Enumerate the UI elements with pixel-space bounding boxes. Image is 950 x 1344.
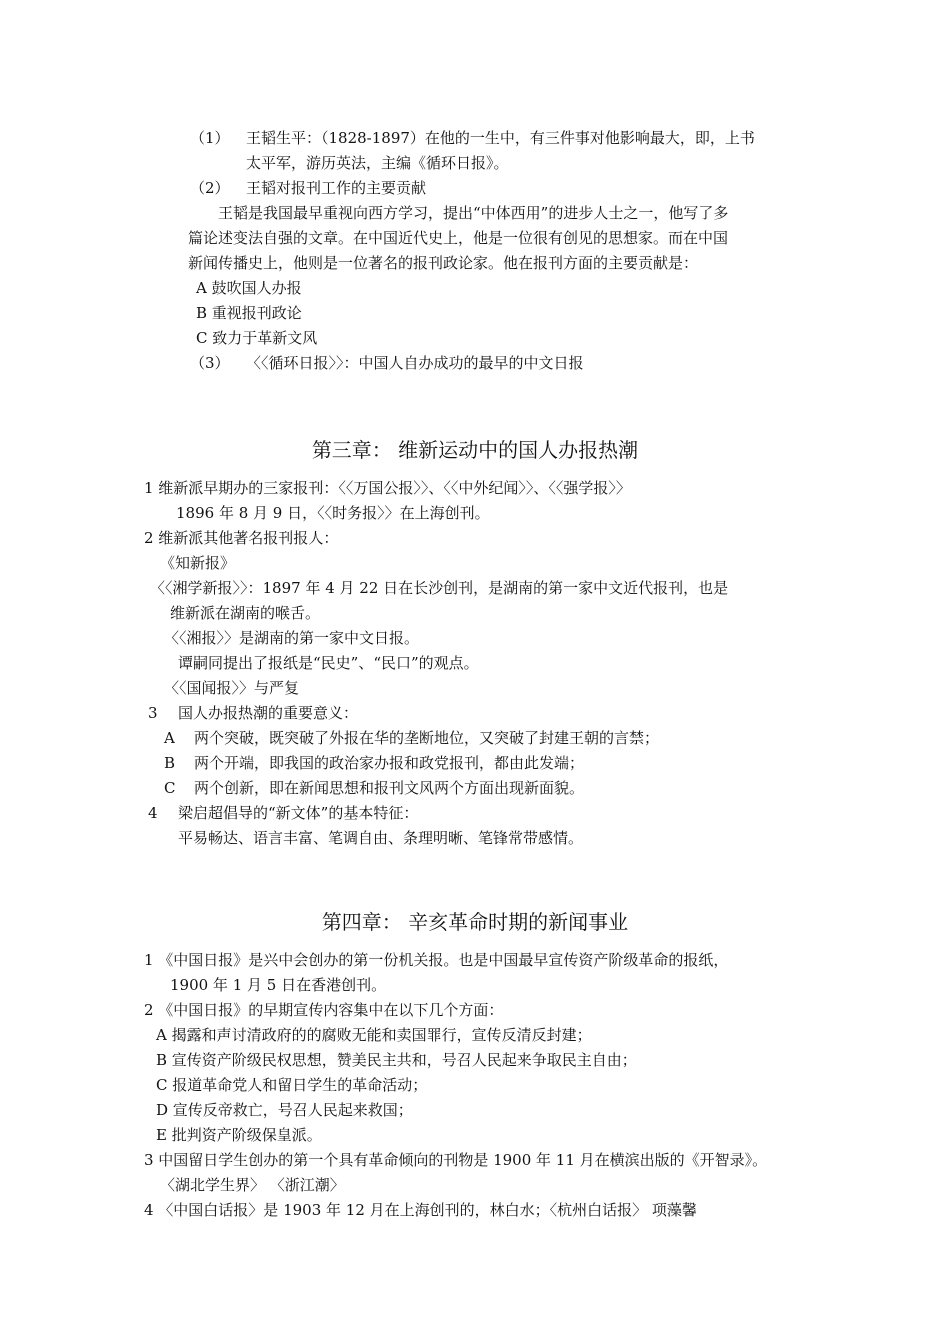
paragraph-line: 新闻传播史上，他则是一位著名的报刊政论家。他在报刊方面的主要贡献是： — [188, 254, 699, 272]
chapter-4-line-2: 2 《中国日报》的早期宣传内容集中在以下几个方面： — [144, 1001, 504, 1019]
chapter-3-line-4a: 平易畅达、语言丰富、笔调自由、条理明晰、笔锋常带感情。 — [178, 829, 584, 847]
chapter-3-line-3b: B 两个开端，即我国的政治家办报和政党报刊，都由此发端； — [164, 754, 585, 772]
list-number: （1） — [190, 129, 230, 147]
option-b: B 重视报刊政论 — [196, 304, 302, 322]
chapter-4-heading: 第四章： 辛亥革命时期的新闻事业 — [321, 910, 629, 934]
chapter-4-line-2b: B 宣传资产阶级民权思想，赞美民主共和，号召人民起来争取民主自由； — [156, 1051, 637, 1069]
chapter-3-line-3a: A 两个突破，既突破了外报在华的垄断地位，又突破了封建王朝的言禁； — [164, 729, 660, 747]
list-number: 4 — [148, 804, 158, 822]
paragraph-line: 王韬是我国最早重视向西方学习，提出“中体西用”的进步人士之一，他写了多 — [218, 204, 729, 222]
chapter-3-line-2b: 〈〈湘学新报〉〉：1897 年 4 月 22 日在长沙创刊，是湖南的第一家中文近代报刊，也是 — [150, 579, 729, 597]
chapter-4-line-4: 4 〈中国白话报〉是 1903 年 12 月在上海创刊的，林白水；〈杭州白话报〉 项藻馨 — [144, 1201, 697, 1219]
chapter-3-line-2a: 《知新报》 — [160, 554, 236, 572]
chapter-3-line-2c: 维新派在湖南的喉舌。 — [170, 604, 321, 622]
list-number: （2） — [190, 179, 230, 197]
list-letter: C — [164, 779, 176, 797]
paragraph-line: 篇论述变法自强的文章。在中国近代史上，他是一位很有创见的思想家。而在中国 — [188, 229, 729, 247]
chapter-4-line-1-continued: 1900 年 1 月 5 日在香港创刊。 — [170, 976, 387, 994]
option-a: A 鼓吹国人办报 — [196, 279, 302, 297]
list-number: （3） — [190, 354, 230, 372]
chapter-3-line-2e: 谭嗣同提出了报纸是“民史”、“民口”的观点。 — [178, 654, 479, 672]
chapter-3-line-1-continued: 1896 年 8 月 9 日，〈〈时务报〉〉在上海创刊。 — [176, 504, 490, 522]
chapter-3-line-4: 4 梁启超倡导的“新文体”的基本特征： — [148, 804, 419, 822]
chapter-3-line-1: 1 维新派早期办的三家报刊：〈〈万国公报〉〉、〈〈中外纪闻〉〉、〈〈强学报〉〉 — [144, 479, 631, 497]
chapter-4-line-2a: A 揭露和声讨清政府的的腐败无能和卖国罪行，宣传反清反封建； — [156, 1026, 592, 1044]
chapter-4-line-2d: D 宣传反帝救亡，号召人民起来救国； — [156, 1101, 413, 1119]
chapter-4-line-3: 3 中国留日学生创办的第一个具有革命倾向的刊物是 1900 年 11 月在横滨出版的《开智录》。 — [144, 1151, 768, 1169]
chapter-3-line-3: 3 国人办报热潮的重要意义： — [148, 704, 359, 722]
chapter-3-heading: 第三章： 维新运动中的国人办报热潮 — [311, 438, 639, 462]
chapter-4-line-2e: E 批判资产阶级保皇派。 — [156, 1126, 322, 1144]
chapter-3-line-3c: C 两个创新，即在新闻思想和报刊文风两个方面出现新面貌。 — [164, 779, 585, 797]
list-letter: B — [164, 754, 176, 772]
list-item-1: （1） 王韬生平：（1828-1897）在他的一生中，有三件事对他影响最大，即，上书 — [190, 129, 755, 147]
list-letter: A — [164, 729, 175, 747]
list-item-3: （3） 〈〈循环日报〉〉：中国人自办成功的最早的中文日报 — [190, 354, 584, 372]
chapter-4-line-2c: C 报道革命党人和留日学生的革命活动； — [156, 1076, 428, 1094]
list-number: 3 — [148, 704, 158, 722]
chapter-3-line-2f: 〈〈国闻报〉〉与严复 — [164, 679, 300, 697]
chapter-4-line-1: 1 《中国日报》是兴中会创办的第一份机关报。也是中国最早宣传资产阶级革命的报纸， — [144, 951, 729, 969]
chapter-4-line-3a: 〈湖北学生界〉 〈浙江潮〉 — [160, 1176, 345, 1194]
list-item-2: （2） 王韬对报刊工作的主要贡献 — [190, 179, 427, 197]
list-item-1-continued: 太平军，游历英法，主编《循环日报》。 — [246, 154, 509, 172]
option-c: C 致力于革新文风 — [196, 329, 318, 347]
chapter-3-line-2d: 〈〈湘报〉〉是湖南的第一家中文日报。 — [164, 629, 420, 647]
chapter-3-line-2: 2 维新派其他著名报刊报人： — [144, 529, 339, 547]
